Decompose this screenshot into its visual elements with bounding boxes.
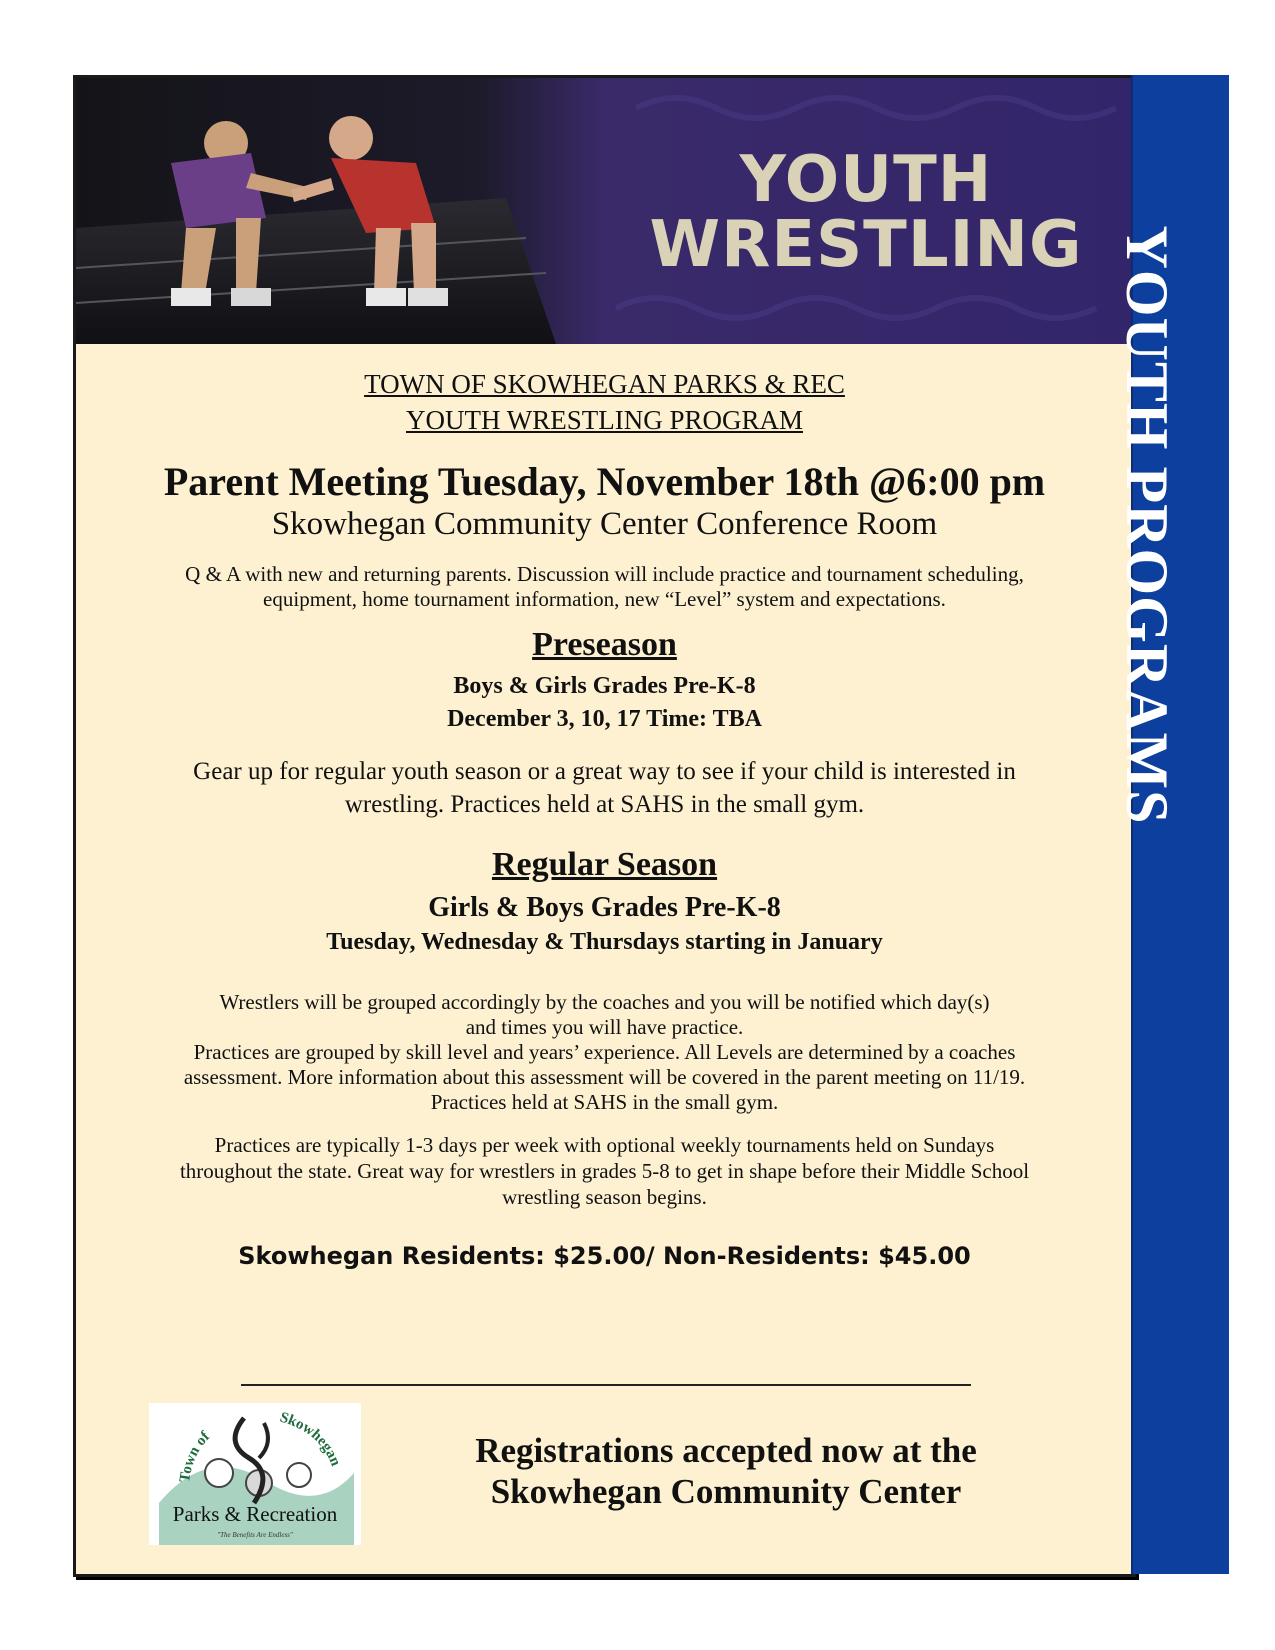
logo-arc-right: Skowhegan: [277, 1409, 344, 1469]
logo-name: Parks & Recreation: [172, 1502, 338, 1526]
tournament-desc-line2: throughout the state. Great way for wrestlers in grades 5-8 to get in shape before their Middle School: [179, 1159, 1030, 1183]
parks-rec-logo: [149, 1403, 361, 1545]
preseason-heading: Preseason: [532, 626, 677, 663]
org-name: TOWN OF SKOWHEGAN PARKS & REC: [364, 369, 845, 399]
regular-desc-line5: Practices held at SAHS in the small gym.: [430, 1090, 779, 1114]
logo-tagline: "The Benefits Are Endless": [217, 1531, 293, 1539]
sidebar-label: YOUTH PROGRAMS: [1114, 225, 1180, 825]
meeting-desc-line1: Q & A with new and returning parents. Discussion will include practice and tournament scheduling,: [185, 562, 1024, 586]
logo-graphic: [149, 1403, 361, 1545]
svg-text:Skowhegan: [278, 1409, 344, 1468]
preseason-dates: December 3, 10, 17 Time: TBA: [447, 706, 762, 732]
regular-desc-line2: and times you will have practice.: [465, 1015, 744, 1039]
preseason-desc-line2: wrestling. Practices held at SAHS in the small gym.: [344, 791, 865, 818]
registration-line1: Registrations accepted now at the: [475, 1431, 977, 1470]
banner: [76, 78, 1133, 344]
program-name: YOUTH WRESTLING PROGRAM: [405, 405, 803, 435]
regular-desc-line1: Wrestlers will be grouped accordingly by the coaches and you will be notified which day(s): [219, 990, 990, 1014]
meeting-headline: Parent Meeting Tuesday, November 18th @6:00 pm: [163, 459, 1046, 504]
meeting-location: Skowhegan Community Center Conference Room: [271, 506, 938, 542]
preseason-desc-line1: Gear up for regular youth season or a great way to see if your child is interested in: [193, 758, 1016, 785]
youth-programs-sidebar: [1114, 75, 1229, 1574]
regular-season-grades: Girls & Boys Grades Pre-K-8: [428, 892, 781, 923]
regular-desc-line3: Practices are grouped by skill level and years’ experience. All Levels are determined by a coaches: [193, 1040, 1016, 1064]
tournament-desc-line3: wrestling season begins.: [502, 1185, 707, 1209]
preseason-grades: Boys & Girls Grades Pre-K-8: [453, 673, 756, 699]
registration-notice: [426, 1430, 1026, 1513]
regular-season-days: Tuesday, Wednesday & Thursdays starting in January: [326, 929, 883, 955]
registration-line2: Skowhegan Community Center: [490, 1472, 962, 1512]
tournament-desc-line1: Practices are typically 1-3 days per week with optional weekly tournaments held on Sundays: [214, 1133, 995, 1157]
signature-line: [241, 1384, 971, 1386]
banner-title: [631, 143, 1101, 283]
meeting-desc-line2: equipment, home tournament information, new “Level” system and expectations.: [263, 587, 946, 611]
flyer: [73, 75, 1136, 1577]
fees: Skowhegan Residents: $25.00/ Non-Residents: $45.00: [238, 1242, 971, 1270]
banner-title-line1: YOUTH: [739, 143, 993, 217]
banner-title-line2: WRESTLING: [649, 208, 1083, 283]
regular-desc-line4: assessment. More information about this assessment will be covered in the parent meeting on 11/19.: [183, 1065, 1026, 1089]
regular-season-heading: Regular Season: [491, 846, 718, 883]
logo-arc-left: Town of: [177, 1428, 214, 1484]
